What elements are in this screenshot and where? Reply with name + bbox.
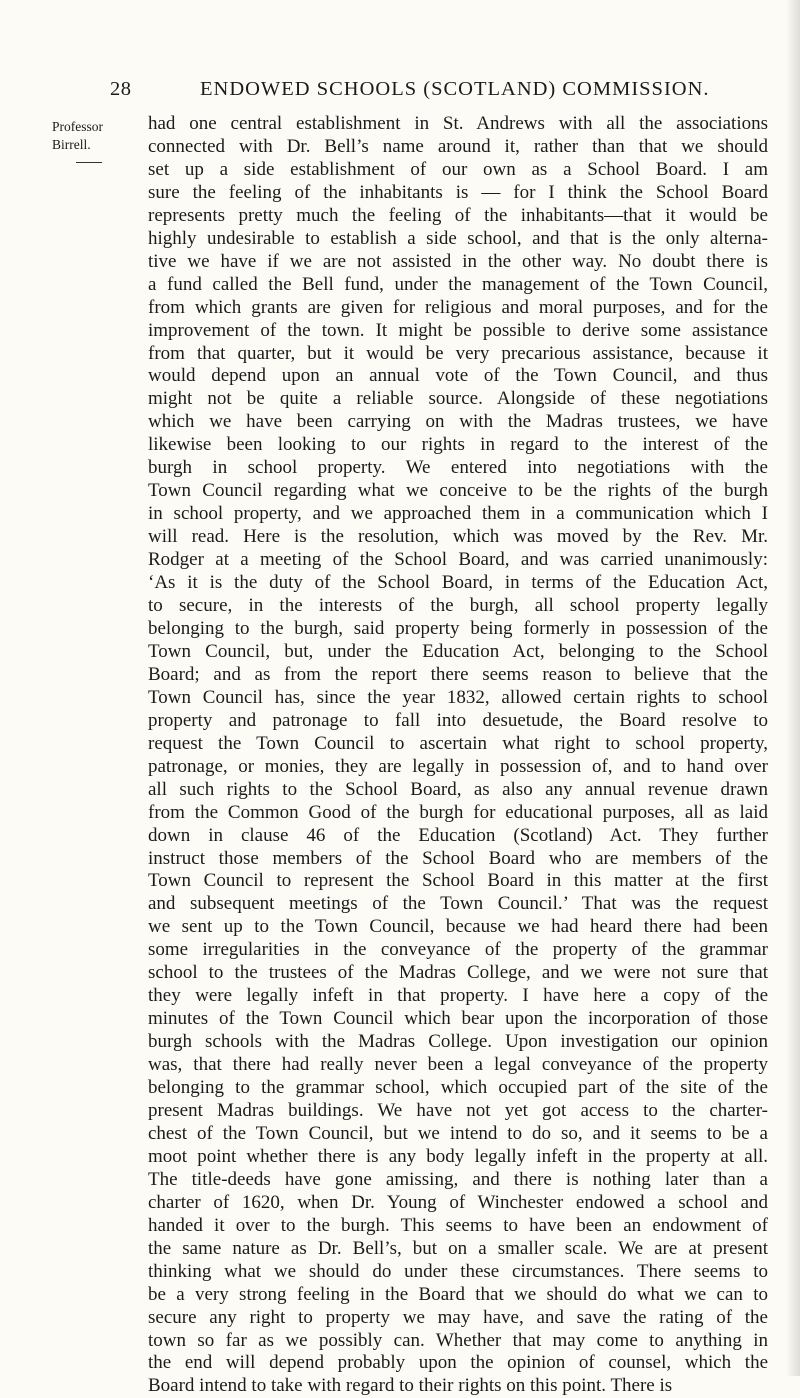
speaker-name: Birrell. bbox=[52, 137, 91, 152]
page-number: 28 bbox=[110, 78, 132, 100]
text-line: secure any right to property we may have, and save the rating of the bbox=[148, 1306, 768, 1328]
text-line: moot point whether there is any body legally infeft in the property at all. bbox=[148, 1145, 768, 1167]
text-line: patronage, or monies, they are legally in possession of, and to hand over bbox=[148, 755, 768, 777]
text-line: the same nature as Dr. Bell’s, but on a smaller scale. We are at present bbox=[148, 1237, 768, 1259]
text-line: chest of the Town Council, but we intend to do so, and it seems to be a bbox=[148, 1122, 768, 1144]
text-line: burgh in school property. We entered into negotiations with the bbox=[148, 457, 768, 479]
text-line: Town Council to represent the School Board in this matter at the first bbox=[148, 870, 768, 892]
text-line: burgh schools with the Madras College. Upon investigation our opinion bbox=[148, 1031, 768, 1053]
margin-rule bbox=[76, 162, 102, 163]
text-line: some irregularities in the conveyance of the property of the grammar bbox=[148, 939, 768, 961]
page-edge-shadow bbox=[786, 0, 800, 1376]
text-line: which we have been carrying on with the Madras trustees, we have bbox=[148, 411, 768, 433]
text-line: to secure, in the interests of the burgh, all school property legally bbox=[148, 595, 768, 617]
text-line: Board intend to take with regard to their rights on this point. There is bbox=[148, 1375, 673, 1397]
text-line: the end will depend probably upon the opinion of counsel, which the bbox=[148, 1352, 768, 1374]
text-line: sure the feeling of the inhabitants is — for I think the School Board bbox=[148, 181, 768, 203]
text-line: highly undesirable to establish a side school, and that is the only alterna- bbox=[148, 227, 768, 249]
text-line: Board; and as from the report there seems reason to believe that the bbox=[148, 663, 768, 685]
text-line: likewise been looking to our rights in regard to the interest of the bbox=[148, 434, 768, 456]
text-line: belonging to the burgh, said property being formerly in possession of the bbox=[148, 617, 768, 639]
text-line: and subsequent meetings of the Town Council.’ That was the request bbox=[148, 893, 768, 915]
text-line: request the Town Council to ascertain what right to school property, bbox=[148, 732, 768, 754]
text-line: represents pretty much the feeling of the inhabitants—that it would be bbox=[148, 204, 768, 226]
text-line: property and patronage to fall into desuetude, the Board resolve to bbox=[148, 709, 768, 731]
text-line: all such rights to the School Board, as also any annual revenue drawn bbox=[148, 778, 768, 800]
text-line: Rodger at a meeting of the School Board, and was carried unanimously: bbox=[148, 549, 768, 571]
text-line: set up a side establishment of our own as a School Board. I am bbox=[148, 158, 768, 180]
text-line: instruct those members of the School Board who are members of the bbox=[148, 847, 768, 869]
text-line: minutes of the Town Council which bear upon the incorporation of those bbox=[148, 1008, 768, 1030]
text-line: thinking what we should do under these circumstances. There seems to bbox=[148, 1260, 768, 1282]
text-line: we sent up to the Town Council, because we had heard there had been bbox=[148, 916, 768, 938]
text-line: charter of 1620, when Dr. Young of Winchester endowed a school and bbox=[148, 1191, 768, 1213]
running-title: ENDOWED SCHOOLS (SCOTLAND) COMMISSION. bbox=[200, 78, 710, 100]
speaker-margin-note bbox=[52, 118, 138, 163]
text-line: Town Council, but, under the Education Act, belonging to the School bbox=[148, 640, 768, 662]
text-line: from the Common Good of the burgh for educational purposes, all as laid bbox=[148, 801, 768, 823]
text-line: will read. Here is the resolution, which was moved by the Rev. Mr. bbox=[148, 526, 768, 548]
text-line: school to the trustees of the Madras College, and we were not sure that bbox=[148, 962, 768, 984]
text-line: from which grants are given for religious and moral purposes, and for the bbox=[148, 296, 768, 318]
text-line: belonging to the grammar school, which occupied part of the site of the bbox=[148, 1077, 768, 1099]
text-line: from that quarter, but it would be very precarious assistance, because it bbox=[148, 342, 768, 364]
text-line: they were legally infeft in that property. I have here a copy of the bbox=[148, 985, 768, 1007]
text-line: town so far as we possibly can. Whether that may come to anything in bbox=[148, 1329, 768, 1351]
text-line: would depend upon an annual vote of the Town Council, and thus bbox=[148, 365, 768, 387]
page-header bbox=[110, 78, 760, 106]
text-line: might not be quite a reliable source. Alongside of these negotiations bbox=[148, 388, 768, 410]
speaker-title: Professor bbox=[52, 119, 103, 134]
text-line: ‘As it is the duty of the School Board, in terms of the Education Act, bbox=[148, 572, 768, 594]
text-line: was, that there had really never been a legal conveyance of the property bbox=[148, 1054, 768, 1076]
text-line: connected with Dr. Bell’s name around it, rather than that we should bbox=[148, 135, 768, 157]
text-line: Town Council regarding what we conceive to be the rights of the burgh bbox=[148, 480, 768, 502]
text-line: tive we have if we are not assisted in the other way. No doubt there is bbox=[148, 250, 768, 272]
text-line: had one central establishment in St. Andrews with all the associations bbox=[148, 113, 768, 134]
text-line: in school property, and we approached them in a communication which I bbox=[148, 503, 768, 525]
text-line: The title-deeds have gone amissing, and there is nothing later than a bbox=[148, 1168, 768, 1190]
text-line: handed it over to the burgh. This seems to have been an endowment of bbox=[148, 1214, 768, 1236]
text-line: be a very strong feeling in the Board that we should do what we can to bbox=[148, 1283, 768, 1305]
text-line: improvement of the town. It might be possible to derive some assistance bbox=[148, 319, 768, 341]
testimony-paragraph bbox=[148, 113, 768, 1398]
text-line: present Madras buildings. We have not yet got access to the charter- bbox=[148, 1099, 768, 1121]
text-line: a fund called the Bell fund, under the management of the Town Council, bbox=[148, 273, 768, 295]
text-line: Town Council has, since the year 1832, allowed certain rights to school bbox=[148, 686, 768, 708]
text-line: down in clause 46 of the Education (Scotland) Act. They further bbox=[148, 824, 768, 846]
